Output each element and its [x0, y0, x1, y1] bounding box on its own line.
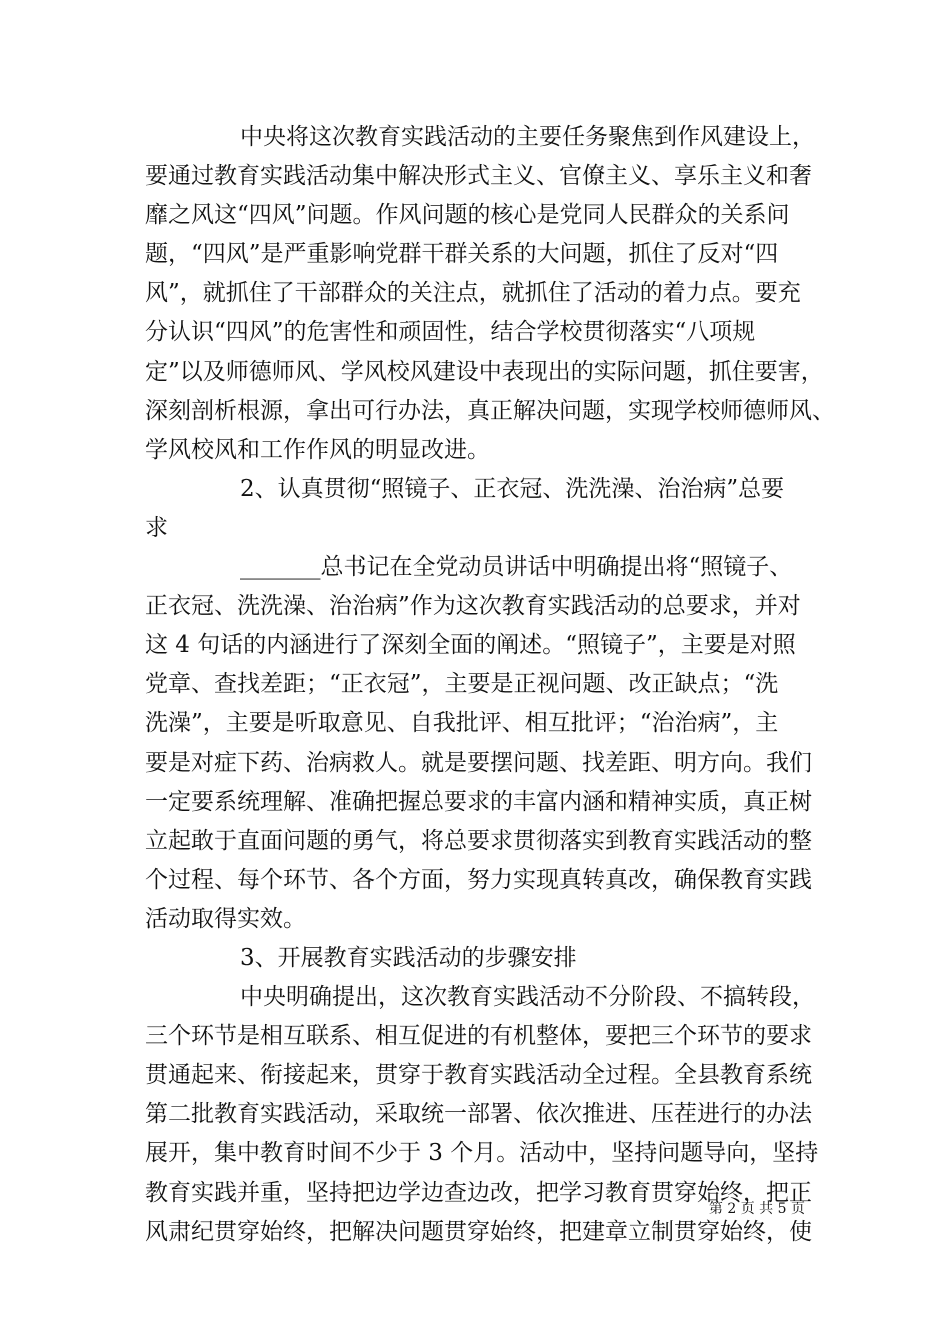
text-line: 贯通起来、衔接起来，贯穿于教育实践活动全过程。全县教育系统: [145, 1062, 812, 1089]
text-line: _______总书记在全党动员讲话中明确提出将“照镜子、: [240, 554, 793, 581]
text-line: 中央明确提出，这次教育实践活动不分阶段、不搞转段，: [240, 984, 815, 1011]
text-line: 风肃纪贯穿始终，把解决问题贯穿始终，把建章立制贯穿始终，使: [145, 1218, 812, 1245]
text-line: 立起敢于直面问题的勇气，将总要求贯彻落实到教育实践活动的整: [145, 827, 812, 854]
page-number-footer: 第 2 页 共 5 页: [708, 1201, 805, 1217]
text-line: 要通过教育实践活动集中解决形式主义、官僚主义、享乐主义和奢: [145, 163, 812, 190]
text-line: 3、开展教育实践活动的步骤安排: [240, 944, 577, 971]
text-line: 中央将这次教育实践活动的主要任务聚焦到作风建设上，: [240, 124, 815, 150]
text-line: 三个环节是相互联系、相互促进的有机整体，要把三个环节的要求: [145, 1023, 812, 1050]
text-line: 展开，集中教育时间不少于 3 个月。活动中，坚持问题导向，坚持: [145, 1140, 819, 1167]
text-line: 这 4 句话的内涵进行了深刻全面的阐述。“照镜子”，主要是对照: [145, 632, 796, 659]
text-line: 第二批教育实践活动，采取统一部署、依次推进、压茬进行的办法: [145, 1101, 812, 1128]
text-line: 学风校风和工作作风的明显改进。: [145, 436, 490, 463]
text-line: 正衣冠、洗洗澡、治治病”作为这次教育实践活动的总要求，并对: [145, 593, 801, 620]
text-line: 风”，就抓住了干部群众的关注点，就抓住了活动的着力点。要充: [145, 280, 801, 307]
text-line: 定”以及师德师风、学风校风建设中表现出的实际问题，抓住要害，: [145, 358, 824, 385]
text-line: 个过程、每个环节、各个方面，努力实现真转真改，确保教育实践: [145, 866, 812, 893]
text-line: 题，“四风”是严重影响党群干群关系的大问题，抓住了反对“四: [145, 241, 779, 268]
text-line: 活动取得实效。: [145, 905, 306, 932]
text-line: 求: [145, 514, 168, 541]
text-line: 靡之风这“四风”问题。作风问题的核心是党同人民群众的关系问: [145, 202, 790, 229]
text-line: 分认识“四风”的危害性和顽固性，结合学校贯彻落实“八项规: [145, 319, 756, 346]
text-line: 洗澡”，主要是听取意见、自我批评、相互批评；“治治病”，主: [145, 710, 779, 737]
text-line: 2、认真贯彻“照镜子、正衣冠、洗洗澡、治治病”总要: [240, 475, 785, 502]
text-line: 党章、查找差距；“正衣冠”，主要是正视问题、改正缺点；“洗: [145, 671, 779, 698]
text-line: 要是对症下药、治病救人。就是要摆问题、找差距、明方向。我们: [145, 749, 812, 776]
body-text: [145, 118, 835, 1252]
text-line: 教育实践并重，坚持把边学边查边改，把学习教育贯穿始终，把正: [145, 1179, 812, 1206]
text-line: 一定要系统理解、准确把握总要求的丰富内涵和精神实质，真正树: [145, 788, 812, 815]
text-line: 深刻剖析根源，拿出可行办法，真正解决问题，实现学校师德师风、: [145, 397, 835, 424]
